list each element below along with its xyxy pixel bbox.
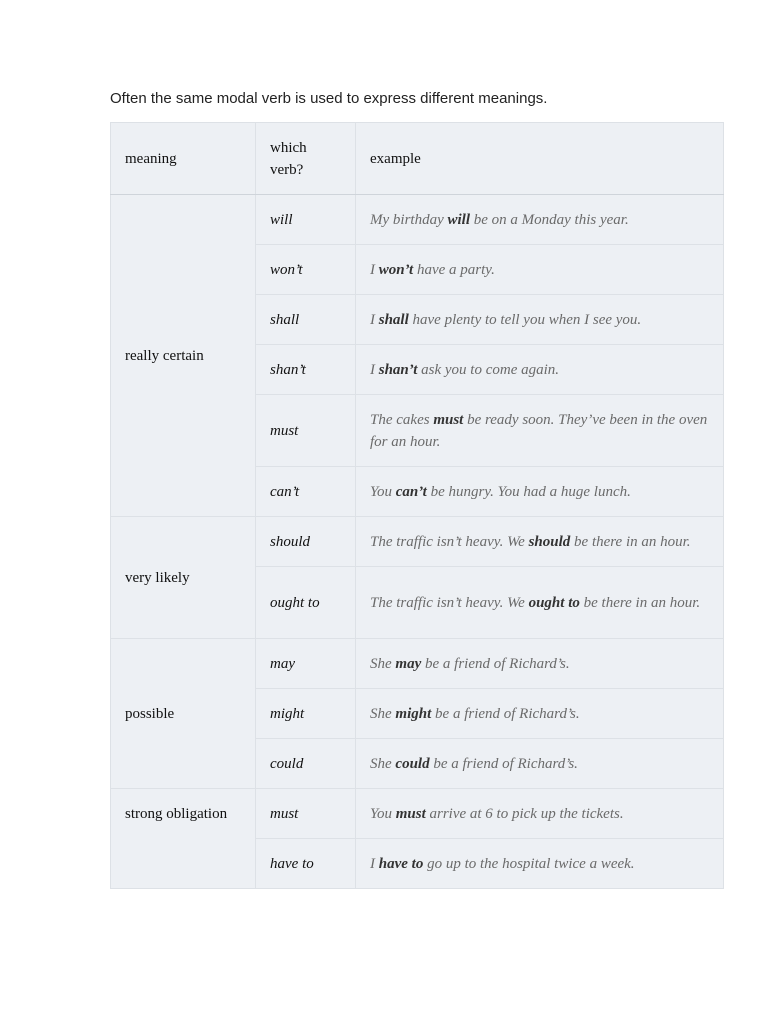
verb-cell: will <box>256 195 356 245</box>
verb-cell: could <box>256 739 356 789</box>
example-cell: She may be a friend of Richard’s. <box>356 639 724 689</box>
example-cell: I shall have plenty to tell you when I see you. <box>356 295 724 345</box>
table-row <box>111 517 724 567</box>
example-cell: She might be a friend of Richard’s. <box>356 689 724 739</box>
verb-cell: might <box>256 689 356 739</box>
verb-cell: shall <box>256 295 356 345</box>
table-header-row <box>111 123 724 195</box>
example-cell: You must arrive at 6 to pick up the tickets. <box>356 789 724 839</box>
verb-cell: have to <box>256 839 356 889</box>
intro-text: Often the same modal verb is used to express different meanings. <box>110 90 548 107</box>
verb-cell: must <box>256 395 356 467</box>
example-cell: I won’t have a party. <box>356 245 724 295</box>
verb-cell: won’t <box>256 245 356 295</box>
example-cell: You can’t be hungry. You had a huge lunch. <box>356 467 724 517</box>
example-cell: My birthday will be on a Monday this year. <box>356 195 724 245</box>
verb-cell: must <box>256 789 356 839</box>
example-cell: The traffic isn’t heavy. We should be there in an hour. <box>356 517 724 567</box>
header-meaning: meaning <box>111 123 256 195</box>
meaning-cell: very likely <box>111 517 256 639</box>
modal-verbs-table <box>110 122 724 889</box>
meaning-cell: strong obligation <box>111 789 256 889</box>
meaning-cell: possible <box>111 639 256 789</box>
verb-cell: may <box>256 639 356 689</box>
verb-cell: should <box>256 517 356 567</box>
meaning-cell: really certain <box>111 195 256 517</box>
example-cell: I shan’t ask you to come again. <box>356 345 724 395</box>
verb-cell: shan’t <box>256 345 356 395</box>
table-row <box>111 789 724 839</box>
example-cell: The cakes must be ready soon. They’ve been in the oven for an hour. <box>356 395 724 467</box>
example-cell: The traffic isn’t heavy. We ought to be there in an hour. <box>356 567 724 639</box>
table-row <box>111 639 724 689</box>
table-row <box>111 195 724 245</box>
header-example: example <box>356 123 724 195</box>
verb-cell: ought to <box>256 567 356 639</box>
example-cell: She could be a friend of Richard’s. <box>356 739 724 789</box>
verb-cell: can’t <box>256 467 356 517</box>
example-cell: I have to go up to the hospital twice a week. <box>356 839 724 889</box>
header-which-verb: which verb? <box>256 123 356 195</box>
